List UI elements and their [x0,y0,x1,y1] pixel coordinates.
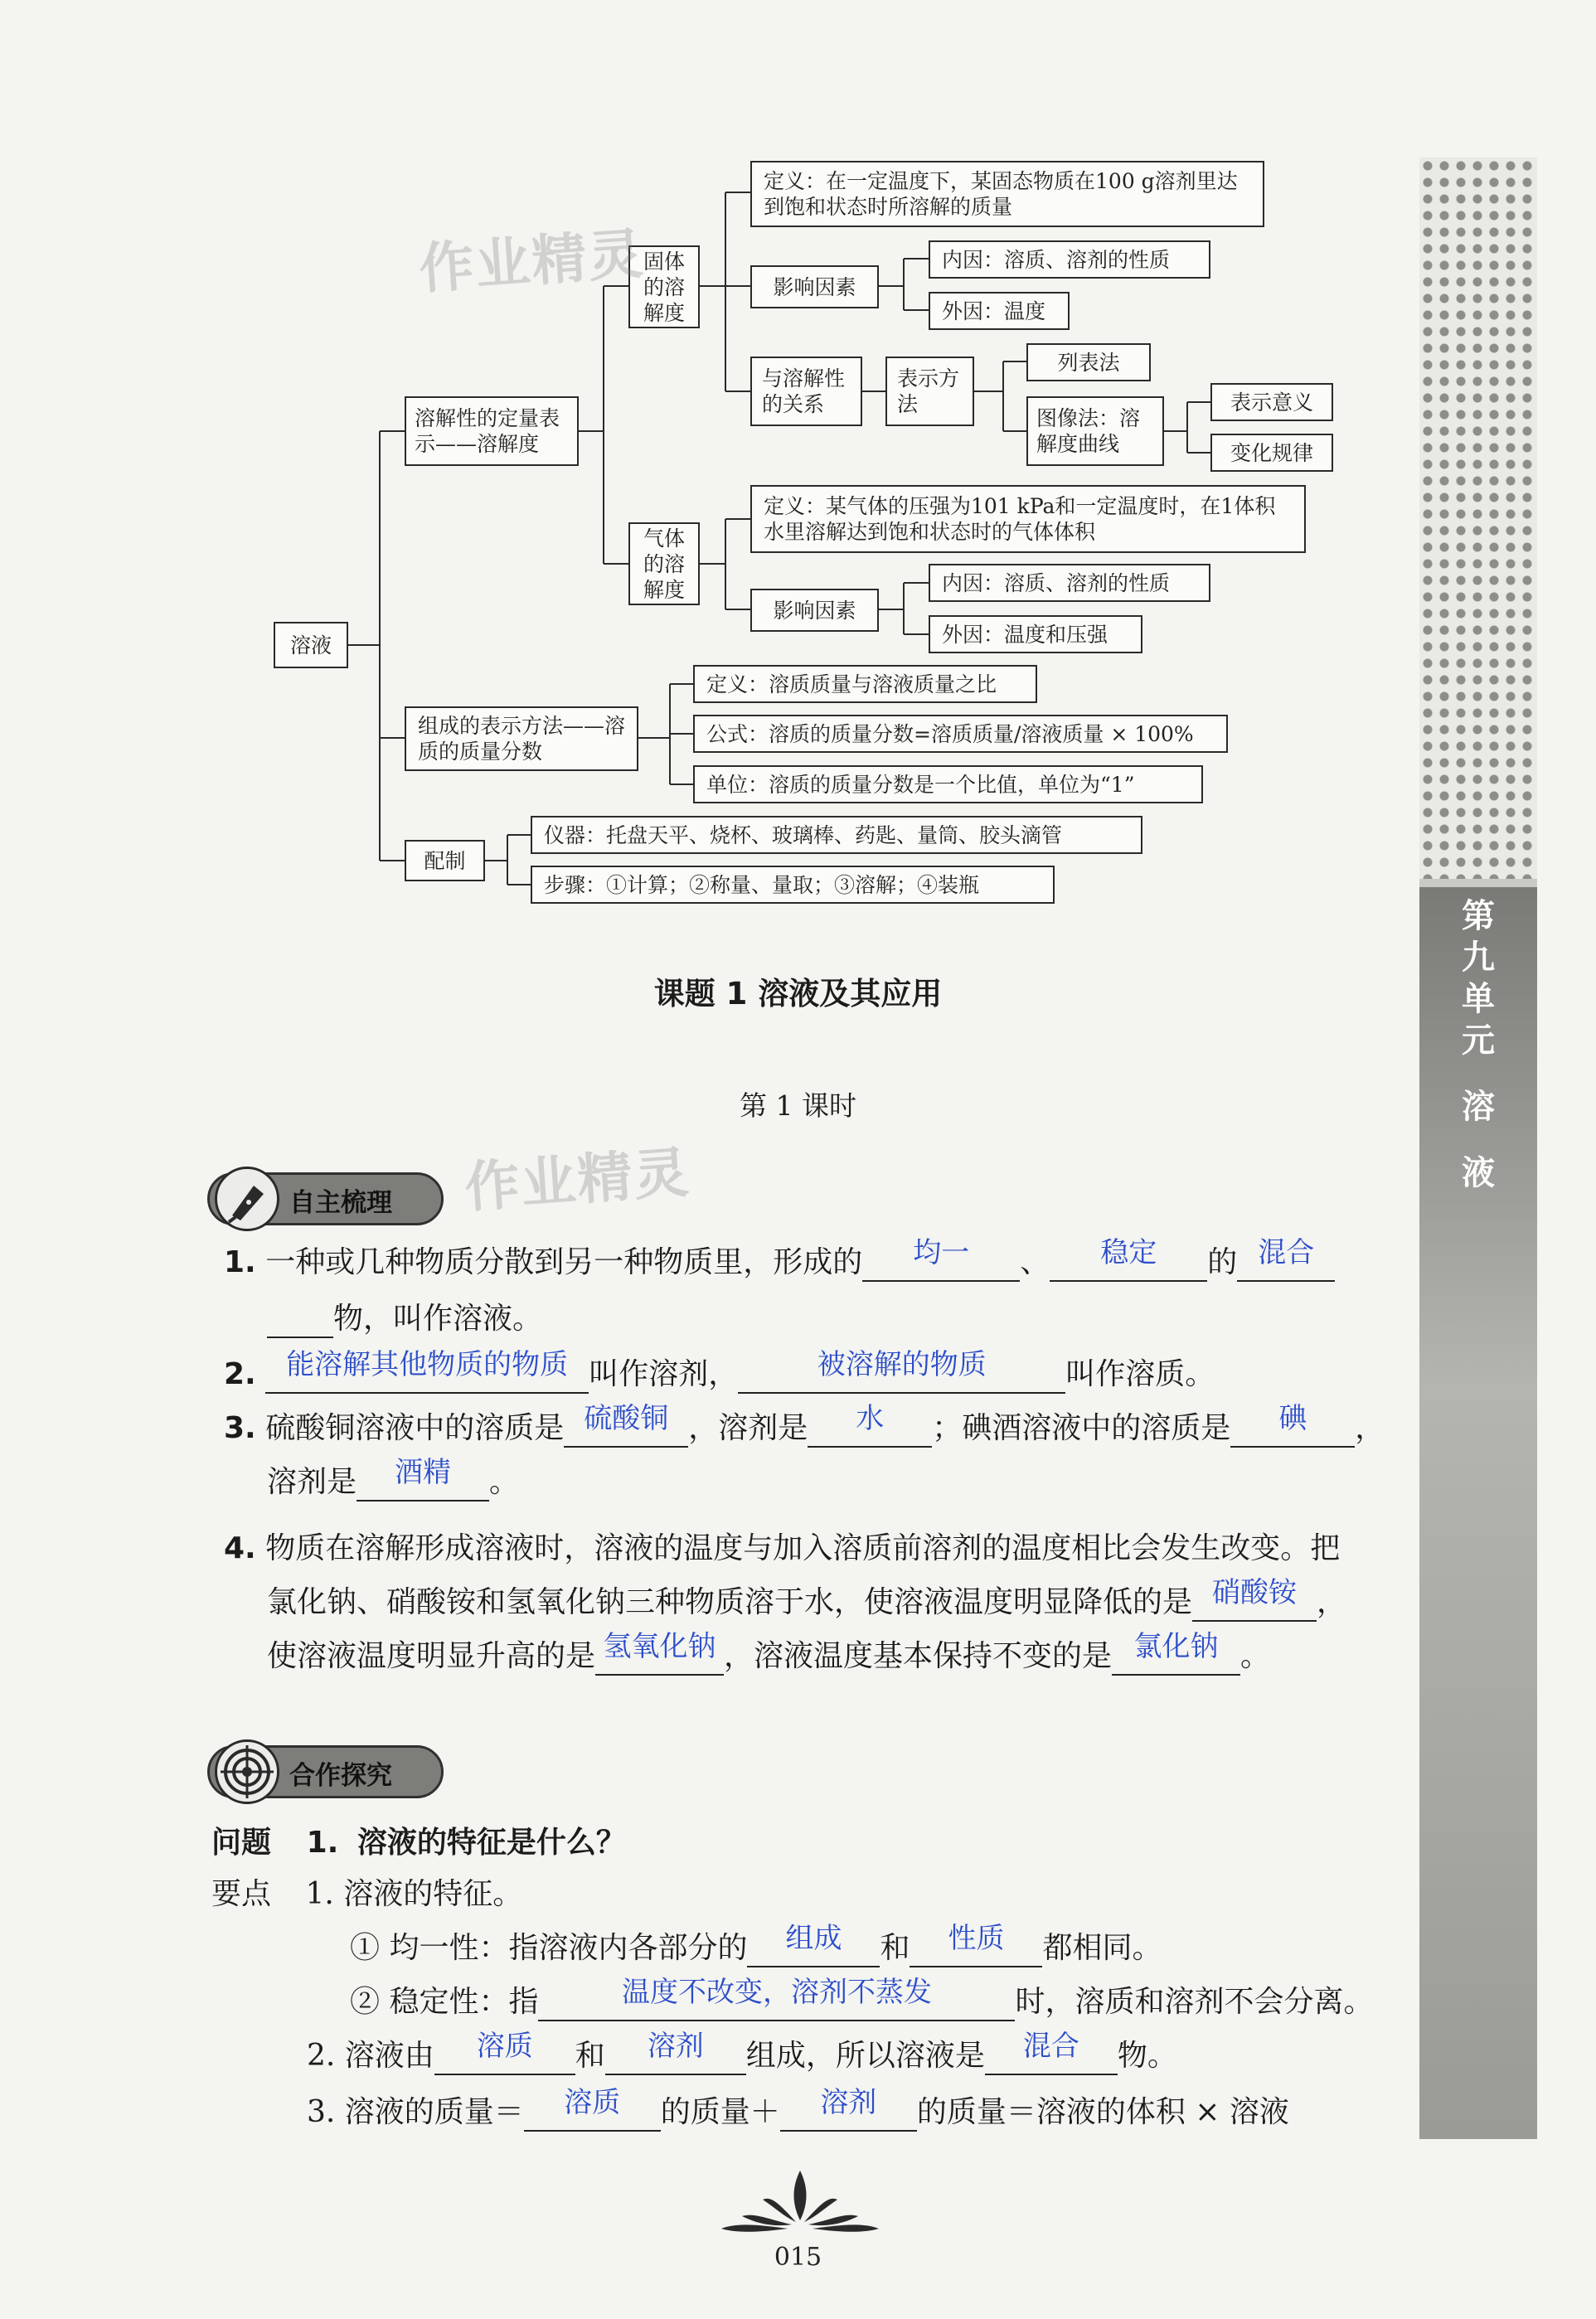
question-text: 。 [1240,1639,1271,1673]
answer-blank [738,1348,1065,1394]
answer-blank [910,1922,1042,1967]
answer-blank [605,2030,746,2075]
concept-table-method: 列表法 [1026,343,1151,381]
section-header-cooperative [207,1745,444,1798]
concept-gas-solubility: 气体的溶解度 [628,522,700,605]
question-number: 1. [306,1826,339,1860]
key-point-text: 时，溶质和溶剂不会分离。 [1015,1985,1374,2019]
key-point-text: 2. 溶液由 [307,2039,434,2073]
side-tab-char: 液 [1462,1153,1495,1192]
question-text: ；碘酒溶液中的溶质是 [932,1411,1231,1445]
question-text: 溶剂是 [267,1465,357,1499]
answer-text: 温度不改变，溶剂不蒸发 [621,1976,932,2009]
explore-question [211,1824,626,1862]
concept-relation: 与溶解性的关系 [750,357,862,426]
answer-text: 溶剂 [647,2030,704,2063]
answer-text: 稳定 [1100,1236,1157,1269]
question-text: 的 [1207,1245,1238,1279]
answer-text: 混合 [1022,2030,1079,2063]
key-point-text: 组成，所以溶液是 [745,2039,985,2073]
key-point-3 [307,2086,1289,2132]
answer-text: 混合 [1258,1236,1315,1269]
question-text: 物质在溶解形成溶液时，溶液的温度与加入溶质前溶剂的温度相比会发生改变。把 [265,1531,1341,1565]
concept-solid-definition: 定义：在一定温度下，某固态物质在100 g溶剂里达到饱和状态时所溶解的质量 [750,161,1264,227]
question-text: 物，叫作溶液。 [333,1302,543,1336]
section-label: 合作探究 [289,1761,392,1791]
question-number: 3. [224,1411,256,1445]
key-point-2 [307,2030,1177,2075]
answer-blank [524,2086,661,2132]
question-1-line-1 [224,1236,1335,1282]
concept-meaning: 表示意义 [1210,383,1333,421]
question-text: ， [1355,1411,1385,1445]
concept-rule: 变化规律 [1210,434,1333,472]
answer-blank [1112,1630,1240,1676]
pen-nib-icon [215,1167,279,1231]
answer-blank [1192,1576,1317,1622]
question-number: 4. [224,1531,256,1565]
answer-text: 能溶解其他物质的物质 [286,1348,569,1381]
concept-solid-internal: 内因：溶质、溶剂的性质 [929,240,1210,279]
concept-express-method: 表示方法 [885,357,974,426]
concept-solid-factors: 影响因素 [750,265,879,308]
side-tab-char: 元 [1462,1021,1495,1060]
answer-text: 氢氧化钠 [603,1630,716,1663]
question-number: 2. [224,1357,256,1391]
question-4-line-2 [267,1576,1347,1622]
key-point-text: 都相同。 [1042,1931,1162,1965]
question-text: ，溶剂是 [688,1411,808,1445]
concept-prepare: 配制 [405,840,485,881]
key-point-text: ② 稳定性：指 [350,1985,539,2019]
question-text: 。 [489,1465,520,1499]
watermark: 作业精灵 [417,221,647,302]
question-number: 1. [224,1245,256,1279]
side-tab-pattern [1419,158,1537,879]
answer-blank [538,1976,1015,2021]
question-text: 硫酸铜溶液中的溶质是 [265,1411,565,1445]
answer-text: 水 [856,1402,885,1435]
answer-blank [1237,1236,1335,1282]
page-number: 015 [774,2243,822,2272]
key-point-1a [350,1922,1162,1967]
answer-blank [595,1630,724,1676]
concept-gas-definition: 定义：某气体的压强为101 kPa和一定温度时，在1体积水里溶解达到饱和状态时的气体体积 [750,485,1306,553]
watermark: 作业精灵 [463,1140,692,1220]
question-text: ， [1317,1585,1347,1619]
concept-gas-internal: 内因：溶质、溶剂的性质 [929,564,1210,602]
side-tab-char: 第 [1462,896,1495,935]
lesson-title: 课题 1 溶液及其应用 [653,976,943,1012]
answer-blank [862,1236,1020,1282]
question-4-line-3 [267,1630,1271,1676]
answer-text: 溶剂 [820,2086,877,2119]
answer-text: 氯化钠 [1133,1630,1219,1663]
side-tab-label [1419,895,1537,1194]
answer-text: 硫酸铜 [584,1402,669,1435]
answer-text: 均一 [913,1236,970,1269]
answer-blank [267,1300,333,1338]
question-text: 、 [1020,1245,1050,1279]
answer-blank [265,1348,589,1394]
key-point-label: 要点 [211,1877,272,1911]
key-point-text: 3. 溶液的质量＝ [307,2095,524,2129]
concept-map [0,0,1596,929]
answer-text: 溶质 [476,2030,533,2063]
key-point-text: 的质量＝溶液的体积 × 溶液 [916,2095,1289,2129]
answer-blank [808,1402,932,1448]
section-header-self-study [207,1172,444,1225]
period-title: 第 1 课时 [740,1089,856,1122]
answer-text: 溶质 [564,2086,621,2119]
concept-composition-unit: 单位：溶质的质量分数是一个比值，单位为“1” [693,765,1203,803]
concept-steps: 步骤：①计算；②称量、量取；③溶解；④装瓶 [531,866,1055,904]
concept-instruments: 仪器：托盘天平、烧杯、玻璃棒、药匙、量筒、胶头滴管 [531,816,1142,854]
question-2 [224,1348,1215,1394]
key-point-text: 物。 [1117,2039,1177,2073]
concept-root: 溶液 [274,622,348,668]
concept-solid-solubility: 固体的溶解度 [628,245,700,328]
key-point-text: 的质量＋ [660,2095,780,2129]
concept-gas-factors: 影响因素 [750,589,879,632]
answer-text: 被溶解的物质 [817,1348,987,1381]
side-tab-char: 单 [1462,979,1495,1018]
answer-text: 酒精 [395,1456,452,1489]
side-tab-char: 溶 [1462,1087,1495,1126]
concept-gas-external: 外因：温度和压强 [929,615,1142,653]
question-text: ，溶液温度基本保持不变的是 [724,1639,1113,1673]
footer-ornament-icon [713,2162,887,2237]
concept-solubility: 溶解性的定量表示——溶解度 [405,396,579,466]
concept-graph-method: 图像法：溶解度曲线 [1026,396,1164,466]
concept-composition-definition: 定义：溶质质量与溶液质量之比 [693,665,1037,703]
key-point-text: 1. 溶液的特征。 [305,1877,523,1911]
answer-text: 性质 [948,1922,1005,1955]
answer-text: 组成 [785,1922,842,1955]
section-label: 自主梳理 [289,1188,392,1218]
question-4-line-1 [224,1530,1340,1568]
concept-solid-external: 外因：温度 [929,292,1070,330]
answer-blank [1230,1402,1355,1448]
answer-blank [985,2030,1118,2075]
question-3-line-2 [267,1456,520,1502]
key-point-text: 和 [575,2039,605,2073]
question-label: 问题 [211,1826,272,1860]
concept-composition: 组成的表示方法——溶质的质量分数 [405,706,638,771]
answer-blank [747,1922,880,1967]
question-text: 溶液的特征是什么？ [357,1826,626,1860]
answer-text: 硝酸铵 [1212,1576,1298,1609]
question-3-line-1 [224,1402,1385,1448]
question-text: 氯化钠、硝酸铵和氢氧化钠三种物质溶于水，使溶液温度明显降低的是 [267,1585,1193,1619]
question-text: 叫作溶剂， [589,1357,739,1391]
answer-blank [564,1402,688,1448]
side-tab-char: 九 [1462,938,1495,977]
concept-composition-formula: 公式：溶质的质量分数=溶质质量/溶液质量 × 100% [693,715,1228,753]
question-text: 一种或几种物质分散到另一种物质里，形成的 [265,1245,863,1279]
answer-blank [1050,1236,1207,1282]
answer-text: 碘 [1278,1402,1307,1435]
key-point-1 [211,1875,522,1914]
key-point-text: ① 均一性：指溶液内各部分的 [350,1931,748,1965]
key-point-text: 和 [880,1931,910,1965]
answer-blank [434,2030,575,2075]
question-text: 叫作溶质。 [1065,1357,1215,1391]
key-point-1b [350,1976,1374,2021]
answer-blank [780,2086,917,2132]
target-icon [215,1739,279,1804]
question-1-line-2 [267,1300,542,1338]
answer-blank [357,1456,489,1502]
question-text: 使溶液温度明显升高的是 [267,1639,596,1673]
